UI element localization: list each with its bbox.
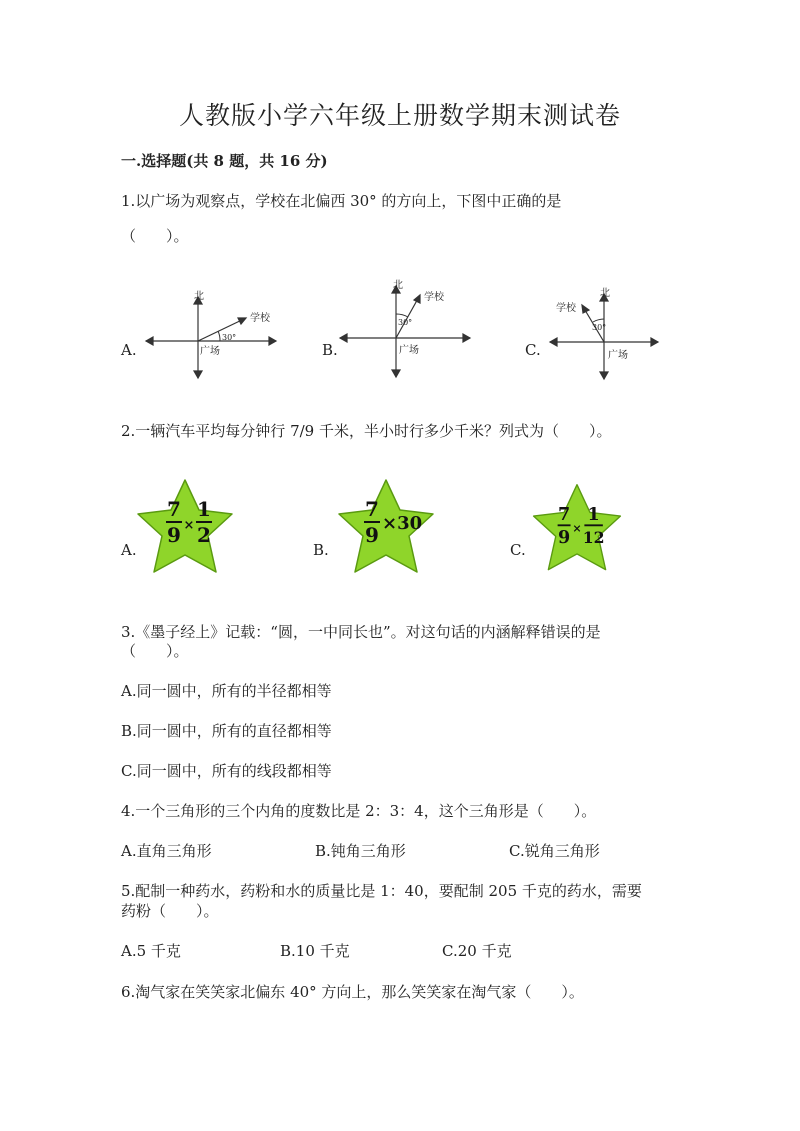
q2-option-a-label: A. (121, 541, 137, 559)
q5-option-c: C.20 千克 (442, 942, 512, 960)
section-heading: 一.选择题(共 8 题，共 16 分) (121, 152, 328, 170)
q4-option-b: B.钝角三角形 (315, 842, 406, 860)
north-label: 北 (194, 291, 204, 302)
q3-option-b: B.同一圆中，所有的直径都相等 (121, 722, 332, 740)
angle-label: 30° (222, 333, 237, 342)
svg-text:7: 7 (557, 504, 571, 525)
svg-text:30°: 30° (398, 318, 413, 327)
q1-option-b-label: B. (322, 341, 338, 359)
svg-text:广场: 广场 (399, 345, 419, 356)
svg-text:广场: 广场 (608, 350, 628, 361)
svg-text:1: 1 (197, 497, 211, 521)
svg-text:9: 9 (167, 523, 181, 547)
svg-text:7: 7 (167, 497, 181, 521)
question-4-stem: 4.一个三角形的三个内角的度数比是 2：3：4，这个三角形是（ ）。 (121, 802, 597, 820)
q4-option-a: A.直角三角形 (121, 842, 212, 860)
question-3-blank: （ ）。 (121, 642, 189, 660)
svg-text:×30: ×30 (382, 513, 423, 534)
svg-text:30°: 30° (592, 323, 607, 332)
q1-option-c-diagram (545, 283, 665, 385)
q4-option-c: C.锐角三角形 (509, 842, 600, 860)
question-1-stem: 1.以广场为观察点，学校在北偏西 30° 的方向上，下图中正确的是 (121, 192, 562, 210)
q2-option-c-star (529, 481, 625, 577)
svg-text:7: 7 (365, 497, 379, 521)
svg-text:北: 北 (600, 288, 610, 299)
q3-option-a: A.同一圆中，所有的半径都相等 (121, 682, 332, 700)
question-1-blank: （ ）。 (121, 227, 189, 245)
question-3-stem: 3.《墨子经上》记载：“圆，一中同长也”。对这句话的内涵解释错误的是 (121, 623, 601, 641)
question-6-stem: 6.淘气家在笑笑家北偏东 40° 方向上，那么笑笑家在淘气家（ ）。 (121, 983, 584, 1001)
school-label: 学校 (250, 313, 270, 324)
q1-option-a-label: A. (121, 341, 137, 359)
svg-text:×: × (183, 518, 195, 533)
q5-option-a: A.5 千克 (121, 942, 181, 960)
q2-option-a-star (133, 476, 237, 580)
q1-option-a-diagram (140, 285, 280, 385)
plaza-label: 广场 (200, 346, 220, 357)
svg-text:9: 9 (557, 527, 571, 548)
svg-text:学校: 学校 (556, 303, 576, 314)
q3-option-c: C.同一圆中，所有的线段都相等 (121, 762, 332, 780)
svg-text:9: 9 (365, 523, 379, 547)
question-5-stem: 5.配制一种药水，药粉和水的质量比是 1：40，要配制 205 千克的药水，需要 (121, 882, 642, 900)
q1-option-b-diagram (336, 278, 476, 383)
svg-text:学校: 学校 (424, 292, 444, 303)
svg-text:12: 12 (582, 527, 605, 547)
svg-text:2: 2 (197, 523, 211, 547)
q5-option-b: B.10 千克 (280, 942, 350, 960)
q1-option-c-label: C. (525, 341, 541, 359)
svg-text:北: 北 (393, 280, 403, 291)
q2-option-c-label: C. (510, 541, 526, 559)
question-5-stem-cont: 药粉（ ）。 (121, 902, 219, 920)
page-title: 人教版小学六年级上册数学期末测试卷 (178, 101, 621, 130)
question-2-stem: 2.一辆汽车平均每分钟行 7/9 千米，半小时行多少千米？列式为（ ）。 (121, 422, 612, 440)
svg-text:×: × (572, 521, 582, 535)
q2-option-b-star (334, 476, 438, 580)
svg-text:1: 1 (587, 504, 600, 525)
q2-option-b-label: B. (313, 541, 329, 559)
